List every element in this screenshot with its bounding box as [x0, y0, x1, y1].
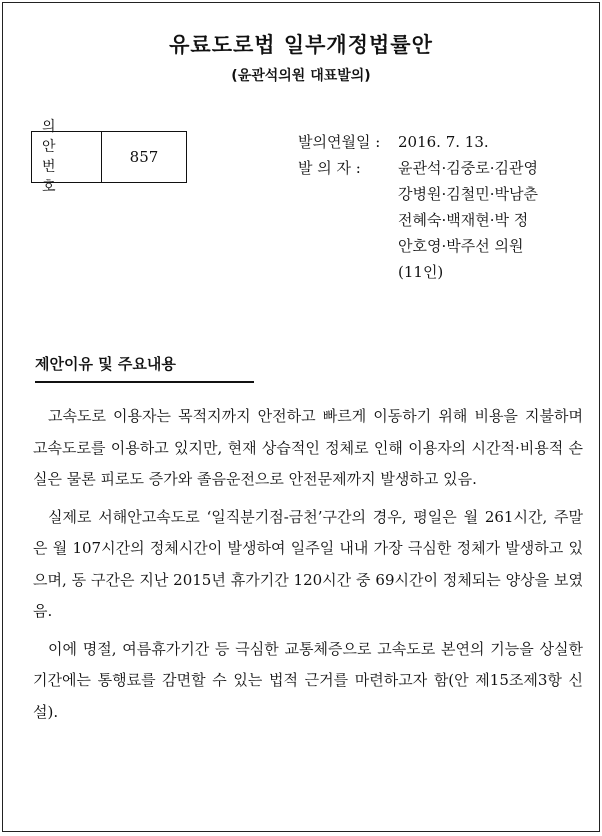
- paragraph-3: 이에 명절, 여름휴가기간 등 극심한 교통체증으로 고속도로 본연의 기능을 상실한 기간에는 통행료를 감면할 수 있는 법적 근거를 마련하고자 함(안 제15조제3항 신설).: [33, 639, 583, 721]
- bill-number-label-line1: 의 안: [42, 119, 66, 155]
- paragraph-1: 고속도로 이용자는 목적지까지 안전하고 빠르게 이동하기 위해 비용을 지불하며 고속도로를 이용하고 있지만, 현재 상습적인 정체로 인해 이용자의 시간적·비용적 손실은 물론 피로도 증가와 졸음운전으로 안전문제까지 발생하고 있음.: [33, 407, 583, 488]
- proposers-line-1: 윤관석·김중로·김관영: [398, 159, 538, 177]
- date-label: 발의연월일 :: [298, 133, 381, 151]
- proposers-line-2: 강병원·김철민·박남춘: [398, 185, 538, 203]
- section-underline: [35, 381, 254, 383]
- section-heading: 제안이유 및 주요내용: [35, 355, 176, 373]
- proposers-line-3: 전혜숙·백재현·박 정: [398, 211, 529, 229]
- document-page: [2, 2, 600, 832]
- bill-meta: [298, 129, 598, 285]
- proposer-row: [298, 155, 598, 181]
- paragraph-2: 실제로 서해안고속도로 ‘일직분기점-금천’구간의 경우, 평일은 월 261시간, 주말은 월 107시간의 정체시간이 발생하여 일주일 내내 가장 극심한 정체가 발생하고 있으며, 동 구간은 지난 2015년 휴가기간 120시간 중 69시간이 정체되는 양상을 보였음.: [33, 507, 583, 620]
- bill-number-box: [31, 119, 187, 195]
- date-value: 2016. 7. 13.: [398, 133, 489, 151]
- proposers-line-4: 안호영·박주선 의원: [398, 237, 524, 255]
- date-row: [298, 129, 598, 155]
- proposer-label: 발 의 자 :: [298, 159, 361, 177]
- body-text: [33, 401, 583, 734]
- bill-title: 유료도로법 일부개정법률안: [169, 33, 433, 57]
- bill-number-label: [32, 119, 102, 195]
- proposers-count: (11인): [398, 263, 444, 281]
- bill-subtitle: (윤관석의원 대표발의): [231, 68, 371, 84]
- bill-number-label-line2: 번 호: [42, 159, 66, 195]
- bill-number-value: 857: [129, 148, 159, 166]
